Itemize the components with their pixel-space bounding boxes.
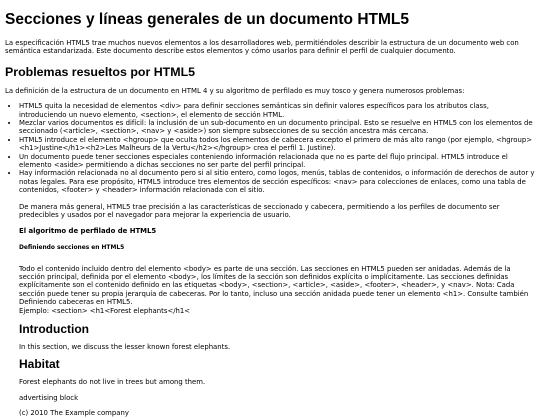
list-item: • HTML5 introduce el elemento <hgroup> que oculta todos los elementos de cabecera excepto el primero de más alto rango (por ejemplo, <hgroup><h1>Justine</h1><h2>Les Malheurs de la Vertu</h2></hgroup> crea el perfil 1. Justine). [19, 136, 535, 153]
problems-list [5, 102, 535, 194]
list-item: • Hay información relacionada no al documento pero si al sitio entero, como logos, menús, tablas de contenidos, o información de derechos de autor y notas legales. Para ese propósito, HTML5 introduce tres elementos de sección específicos: <nav> para colecciones de enlaces, como una tabla de contenidos, <footer> y <header> información relacionada con el sitio. [19, 169, 535, 194]
problems-heading: Problemas resueltos por HTML5 [5, 64, 196, 79]
defining-sections-heading: Definiendo secciones en HTML5 [19, 244, 125, 251]
article-body [5, 265, 535, 307]
habitat-heading: Habitat [19, 357, 60, 372]
list-item: • Mezclar varios documentos es difícil: la inclusión de un sub-documento en un documento principal. Esto se resuelve en HTML5 con los elementos de seccionado (<article>, <section>, <nav> y <aside>) son siempre subsecciones de su sección ancestra más cercana. [19, 119, 535, 136]
algorithm-heading: El algoritmo de perfilado de HTML5 [19, 226, 157, 235]
page-title: Secciones y líneas generales de un documento HTML5 [5, 11, 409, 28]
defining-sections-text: Todo el contenido incluido dentro del elemento <body> es parte de una sección. Las secciones en HTML5 pueden ser anidadas. Además de la sección principal, definida por el elemento <body>, los límites de la sección son definidos explícita o implícitamente. Las secciones definidas explícitamente son el contenido definido en las etiquetas <body>, <section>, <article>, <aside>, <footer>, <header>, y <nav>. Nota: Cada sección puede tener su propia jerarquía de cabeceras. Por lo tanto, incluso una sección anidada puede tener un elemento <h1>. Consulte también Definiendo cabeceras en HTML5. [19, 264, 529, 307]
summary-paragraph: De manera más general, HTML5 trae precisión a las características de seccionado y cabecera, permitiendo a los perfiles de documento ser predecibles y usados por el navegador para mejorar la experiencia de usuario. [19, 202, 500, 220]
advertising-block: advertising block [19, 393, 79, 402]
list-item: • HTML5 quita la necesidad de elementos <div> para definir secciones semánticas sin definir valores específicos para los atributos class, introduciendo un nuevo elemento, <section>, el elemento de sección HTML. [19, 102, 535, 119]
intro-paragraph: La especificación HTML5 trae muchos nuevos elementos a los desarrolladores web, permitiéndoles describir la estructura de un documento web con semántica estandarizada. Este documento describe estos elementos y cómo usarlos para definir el perfil de cualquier documento. [5, 39, 519, 56]
list-item: • Un documento puede tener secciones especiales conteniendo información relacionada que no es parte del flujo principal. HTML5 introduce el elemento <aside> permitiendo a dichas secciones no ser parte del perfil principal. [19, 153, 535, 170]
copyright-footer: (c) 2010 The Example company [19, 409, 129, 418]
problems-intro: La definición de la estructura de un documento en HTML 4 y su algoritmo de perfilado es muy tosco y genera numerosos problemas: [5, 86, 465, 95]
example-text: Ejemplo: <section> <h1<Forest elephants</h1< [19, 306, 191, 315]
introduction-heading: Introduction [19, 321, 89, 336]
habitat-text: Forest elephants do not live in trees but among them. [19, 378, 206, 387]
introduction-text: In this section, we discuss the lesser known forest elephants. [19, 342, 231, 351]
